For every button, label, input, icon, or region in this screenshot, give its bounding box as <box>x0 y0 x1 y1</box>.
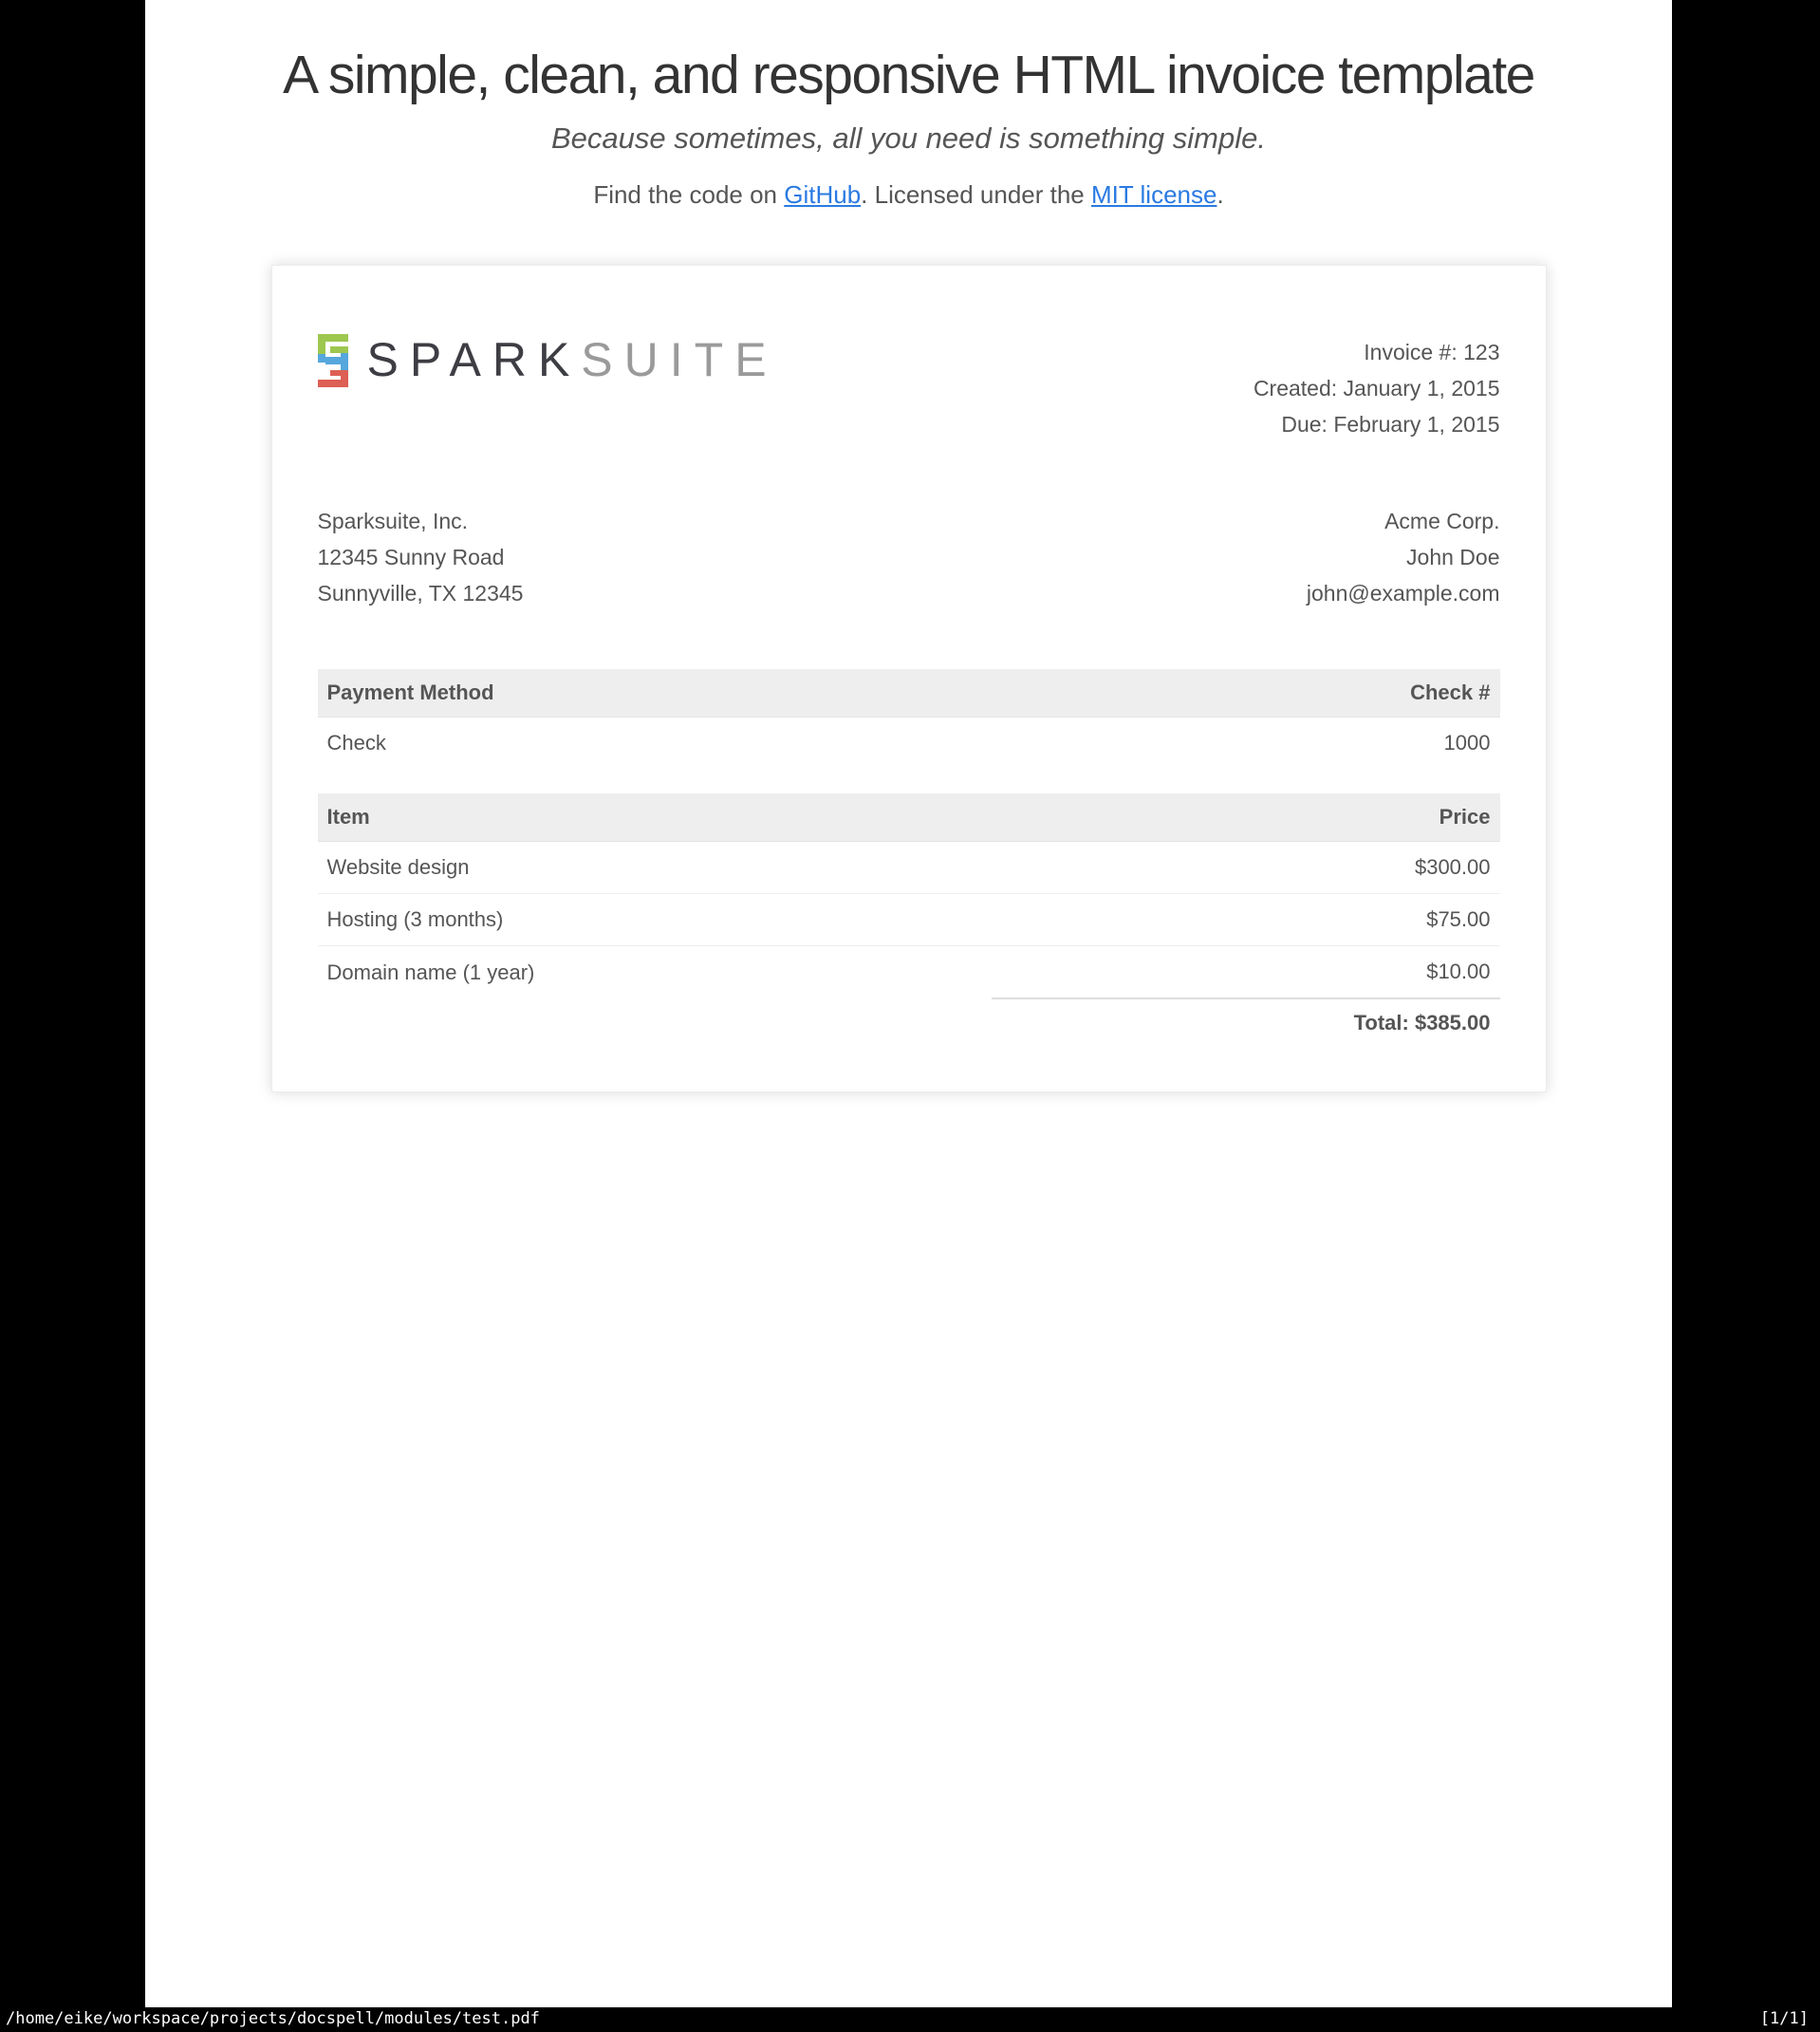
to-email: john@example.com <box>1306 581 1500 606</box>
items-table <box>318 793 1500 1047</box>
invoice-created-date: Created: January 1, 2015 <box>1253 376 1500 401</box>
from-company: Sparksuite, Inc. <box>317 509 469 533</box>
total-spacer <box>318 998 992 1047</box>
invoice-top-row <box>318 311 1500 442</box>
to-contact: John Doe <box>1406 545 1500 569</box>
links-line-middle: . Licensed under the <box>861 180 1091 209</box>
payment-details-row <box>318 718 1500 766</box>
links-line <box>145 180 1672 210</box>
check-number-header: Check # <box>992 669 1500 718</box>
item-name: Website design <box>318 842 992 894</box>
mit-license-link[interactable]: MIT license <box>1091 180 1217 209</box>
from-city: Sunnyville, TX 12345 <box>317 581 524 606</box>
item-price: $10.00 <box>1426 960 1491 983</box>
statusbar <box>0 2007 1820 2032</box>
page-subtitle: Because sometimes, all you need is something simple. <box>551 121 1266 155</box>
invoice-meta <box>1254 334 1500 442</box>
item-header: Item <box>318 793 992 842</box>
item-name: Hosting (3 months) <box>318 894 992 946</box>
total-value: Total: $385.00 <box>992 998 1500 1047</box>
to-company: Acme Corp. <box>1384 509 1500 533</box>
table-row <box>318 842 1500 894</box>
invoice-due-date: Due: February 1, 2015 <box>1281 412 1500 437</box>
links-line-suffix: . <box>1216 180 1224 209</box>
payment-method-header: Payment Method <box>318 669 992 718</box>
statusbar-file-path: /home/eike/workspace/projects/docspell/modules/test.pdf <box>6 2009 540 2028</box>
pdf-page <box>145 0 1672 2007</box>
sparksuite-logo <box>318 334 778 387</box>
address-to <box>1307 503 1500 611</box>
sparksuite-logo-icon <box>318 334 350 387</box>
invoice-box <box>271 265 1547 1092</box>
table-row <box>318 894 1500 946</box>
wordmark-suite: SUITE <box>581 333 778 386</box>
payment-method-value: Check <box>326 731 386 755</box>
github-link[interactable]: GitHub <box>784 180 862 209</box>
payment-header-row <box>318 669 1500 718</box>
links-line-prefix: Find the code on <box>593 180 785 209</box>
invoice-addresses-row <box>318 503 1500 611</box>
item-price: $75.00 <box>992 894 1500 946</box>
page-title: A simple, clean, and responsive HTML invoice template <box>283 45 1534 105</box>
total-row <box>318 998 1500 1047</box>
items-header-row <box>318 793 1500 842</box>
invoice-number: Invoice #: 123 <box>1364 340 1500 364</box>
wordmark-spark: SPARK <box>366 333 582 386</box>
item-name: Domain name (1 year) <box>326 960 535 984</box>
from-street: 12345 Sunny Road <box>317 545 505 569</box>
table-row <box>318 946 1500 999</box>
statusbar-page-indicator: [1/1] <box>1759 2009 1809 2028</box>
sparksuite-wordmark <box>367 334 778 385</box>
payment-table <box>318 669 1500 765</box>
price-header: Price <box>992 793 1500 842</box>
document-header <box>145 44 1672 210</box>
check-number-value: 1000 <box>1443 731 1491 755</box>
item-price: $300.00 <box>992 842 1500 894</box>
address-from <box>318 503 524 611</box>
